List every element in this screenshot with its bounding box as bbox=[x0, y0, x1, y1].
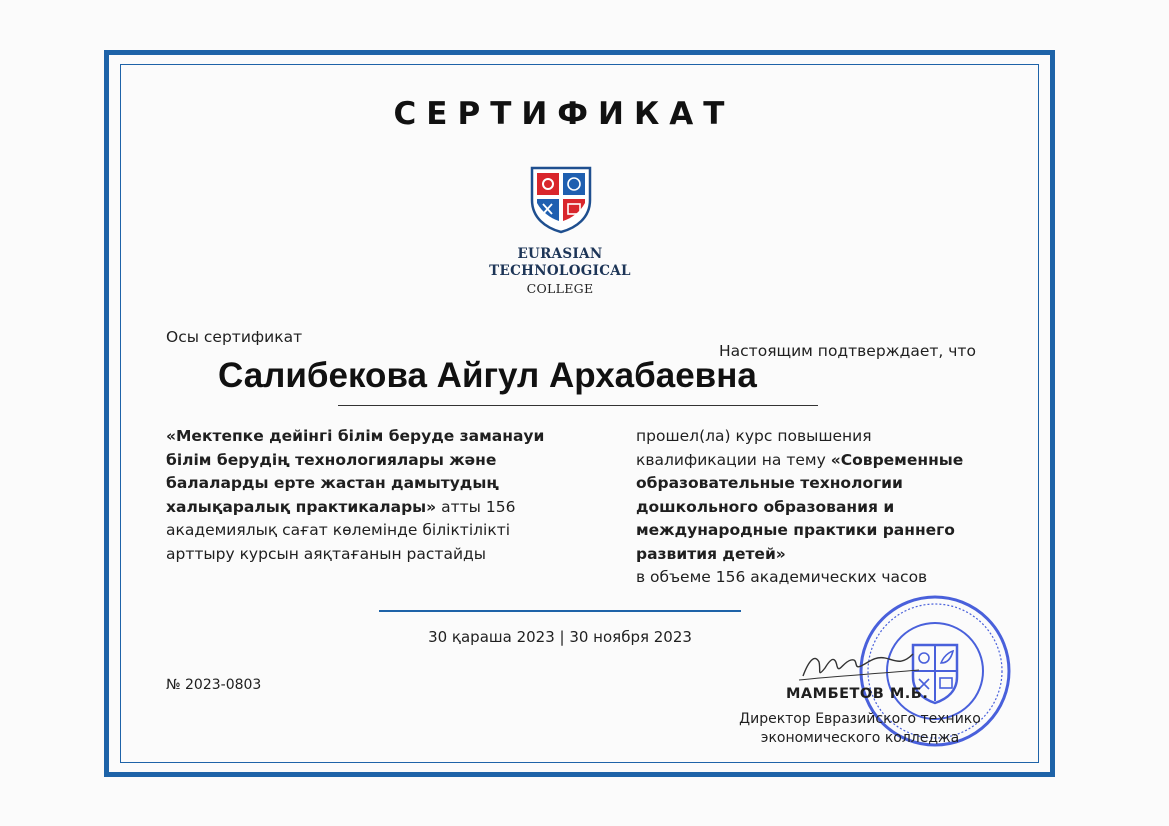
course-details-kazakh: атты 156 академиялық сағат көлемінде біліктілікті арттыру курсын аяқтағанын растайды bbox=[166, 497, 516, 563]
college-name-line2: TECHNOLOGICAL bbox=[489, 263, 631, 279]
course-description-kazakh bbox=[166, 425, 546, 566]
signer-name: МАМБЕТОВ М.Б. bbox=[786, 686, 929, 702]
college-shield-logo-icon bbox=[530, 166, 592, 234]
course-description-russian bbox=[636, 425, 986, 590]
intro-russian: Настоящим подтверждает, что bbox=[719, 342, 976, 360]
signature-icon bbox=[795, 640, 925, 688]
signer-role-line2: экономического колледжа bbox=[760, 730, 960, 746]
course-hours-russian: в объеме 156 академических часов bbox=[636, 568, 928, 586]
signer-role bbox=[715, 710, 1005, 748]
course-title-russian: «Современные образовательные технологии дошкольного образования и международные практики раннего развития детей» bbox=[636, 450, 964, 563]
course-lead-russian: прошел(ла) курс повышения квалификации на тему bbox=[636, 427, 872, 469]
issue-date: 30 қараша 2023 | 30 ноября 2023 bbox=[428, 628, 692, 646]
college-name-line3: COLLEGE bbox=[526, 281, 594, 296]
recipient-name: Салибекова Айгул Архабаевна bbox=[218, 356, 757, 395]
signer-role-line1: Директор Евразийского технико bbox=[739, 711, 981, 727]
college-name bbox=[440, 246, 680, 297]
certificate-number: № 2023-0803 bbox=[166, 677, 262, 693]
name-underline bbox=[338, 405, 818, 406]
intro-kazakh: Осы сертификат bbox=[166, 328, 303, 346]
certificate-title: СЕРТИФИКАТ bbox=[393, 96, 735, 132]
college-name-line1: EURASIAN bbox=[517, 246, 603, 262]
date-divider bbox=[379, 610, 741, 612]
course-title-kazakh: «Мектепке дейінгі білім беруде заманауи білім берудің технологиялары және балаларды ерте жастан дамытудың халықаралық практикалары» bbox=[166, 427, 545, 516]
